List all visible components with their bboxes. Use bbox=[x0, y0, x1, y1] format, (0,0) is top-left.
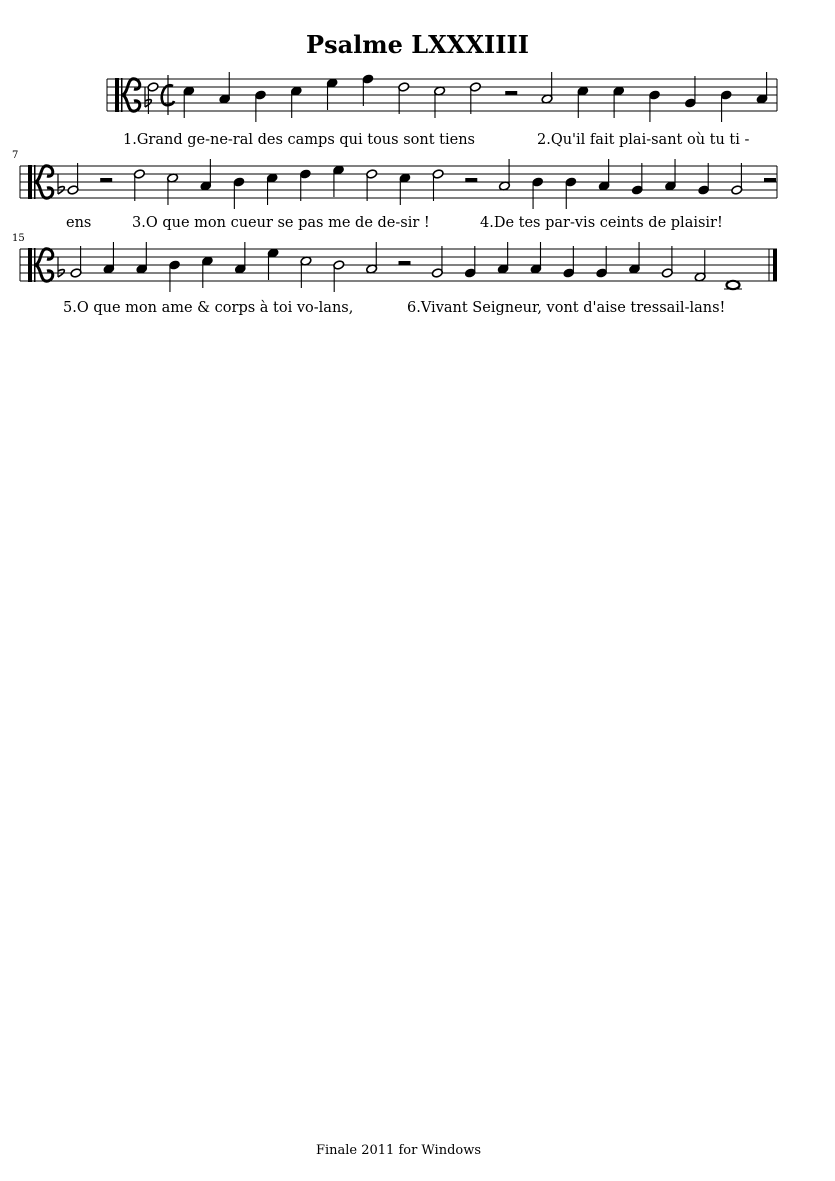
quarter-note bbox=[631, 163, 643, 195]
quarter-note bbox=[530, 242, 542, 274]
final-barline-thick bbox=[773, 249, 777, 281]
page-title: Psalme LXXXIIII bbox=[306, 30, 529, 59]
half-note bbox=[661, 246, 673, 278]
half-note bbox=[67, 163, 79, 195]
half-rest bbox=[764, 178, 776, 182]
half-note bbox=[147, 82, 159, 114]
quarter-note bbox=[684, 76, 696, 108]
measure-number: 7 bbox=[12, 150, 19, 161]
footer-credit: Finale 2011 for Windows bbox=[315, 1143, 482, 1158]
quarter-note bbox=[596, 246, 608, 278]
half-note bbox=[398, 82, 410, 114]
quarter-note bbox=[362, 74, 374, 106]
quarter-note bbox=[399, 173, 411, 205]
lyric-line: 3.O que mon cueur se pas me de de-sir ! bbox=[132, 215, 430, 231]
quarter-note bbox=[464, 246, 476, 278]
quarter-note bbox=[649, 90, 661, 122]
half-note bbox=[366, 242, 378, 274]
half-note bbox=[70, 246, 82, 278]
quarter-note bbox=[169, 260, 181, 292]
quarter-note bbox=[333, 165, 345, 197]
quarter-note bbox=[234, 242, 246, 274]
half-note bbox=[541, 72, 553, 104]
quarter-note bbox=[266, 173, 278, 205]
quarter-note bbox=[598, 159, 610, 191]
quarter-note bbox=[201, 256, 213, 288]
quarter-note bbox=[200, 159, 212, 191]
quarter-note bbox=[255, 90, 267, 122]
quarter-note bbox=[629, 242, 641, 274]
quarter-note bbox=[720, 90, 732, 122]
half-note bbox=[499, 159, 511, 191]
quarter-note bbox=[532, 177, 544, 209]
quarter-note bbox=[267, 248, 279, 280]
half-rest bbox=[465, 178, 477, 182]
quarter-note bbox=[563, 246, 575, 278]
half-note bbox=[167, 173, 179, 205]
half-note bbox=[333, 260, 345, 292]
quarter-note bbox=[756, 72, 768, 104]
quarter-note bbox=[290, 86, 302, 118]
half-rest bbox=[505, 91, 517, 95]
half-note bbox=[432, 169, 444, 201]
quarter-note bbox=[299, 169, 311, 201]
quarter-note bbox=[613, 86, 625, 118]
half-note bbox=[694, 250, 706, 282]
half-note bbox=[300, 256, 312, 288]
lyric-line: 2.Qu'il fait plai-sant où tu ti - bbox=[537, 132, 750, 148]
quarter-note bbox=[565, 177, 577, 209]
quarter-note bbox=[183, 86, 195, 118]
staff-system-1 bbox=[107, 72, 777, 148]
half-note bbox=[731, 163, 743, 195]
quarter-note bbox=[233, 177, 245, 209]
flat-icon bbox=[58, 174, 64, 194]
quarter-note bbox=[326, 78, 338, 110]
half-rest bbox=[399, 261, 411, 265]
lyric-line: 5.O que mon ame & corps à toi vo-lans, bbox=[63, 300, 354, 316]
quarter-note bbox=[219, 72, 231, 104]
lyric-line: 6.Vivant Seigneur, vont d'aise tressail-lans! bbox=[407, 300, 726, 316]
whole-note bbox=[724, 281, 742, 289]
half-note bbox=[434, 86, 446, 118]
lyric-line: 1.Grand ge-ne-ral des camps qui tous sont tiens bbox=[123, 132, 475, 148]
half-note bbox=[431, 246, 443, 278]
half-note bbox=[133, 169, 145, 201]
half-note bbox=[469, 82, 481, 114]
quarter-note bbox=[698, 163, 710, 195]
staff-system-2 bbox=[12, 150, 777, 231]
lyric-line: 4.De tes par-vis ceints de plaisir! bbox=[480, 215, 723, 231]
quarter-note bbox=[497, 242, 509, 274]
quarter-note bbox=[577, 86, 589, 118]
lyric-line: ens bbox=[66, 215, 92, 231]
quarter-note bbox=[664, 159, 676, 191]
staff-system-3 bbox=[12, 233, 777, 316]
measure-number: 15 bbox=[12, 233, 25, 244]
quarter-note bbox=[103, 242, 115, 274]
half-rest bbox=[100, 178, 112, 182]
quarter-note bbox=[136, 242, 148, 274]
flat-icon bbox=[58, 257, 64, 277]
half-note bbox=[366, 169, 378, 201]
